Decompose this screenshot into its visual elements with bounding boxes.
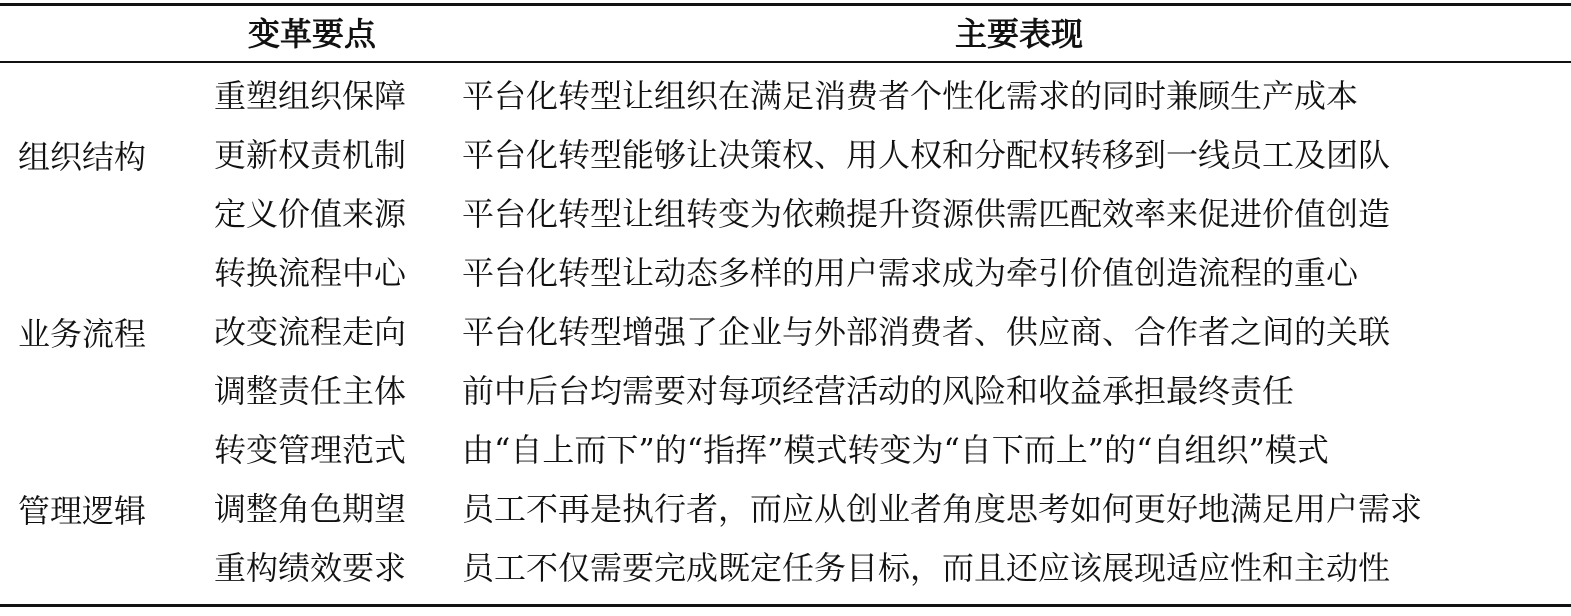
table-row xyxy=(0,540,1571,599)
row-key-point: 更新权责机制 xyxy=(214,136,407,174)
row-description: 平台化转型让组转变为依赖提升资源供需匹配效率来促进价值创造 xyxy=(462,195,1391,233)
table-top-rule xyxy=(0,3,1571,6)
table-row xyxy=(0,481,1571,540)
row-description: 由“自上而下”的“指挥”模式转变为“自下而上”的“自组织”模式 xyxy=(462,431,1329,469)
row-key-point: 定义价值来源 xyxy=(214,195,407,233)
row-key-point: 调整责任主体 xyxy=(214,372,407,410)
row-description: 平台化转型能够让决策权、用人权和分配权转移到一线员工及团队 xyxy=(462,136,1391,174)
header-rule xyxy=(0,61,1571,63)
column-header-key-points: 变革要点 xyxy=(248,15,377,53)
row-key-point: 调整角色期望 xyxy=(214,490,407,528)
row-description: 平台化转型让动态多样的用户需求成为牵引价值创造流程的重心 xyxy=(462,254,1359,292)
table-row xyxy=(0,422,1571,481)
table-row xyxy=(0,304,1571,363)
row-description: 前中后台均需要对每项经营活动的风险和收益承担最终责任 xyxy=(462,372,1295,410)
table-row xyxy=(0,363,1571,422)
row-key-point: 重塑组织保障 xyxy=(214,77,407,115)
row-key-point: 转变管理范式 xyxy=(214,431,407,469)
table-row xyxy=(0,127,1571,186)
table-row xyxy=(0,186,1571,245)
row-description: 平台化转型让组织在满足消费者个性化需求的同时兼顾生产成本 xyxy=(462,77,1359,115)
group-label-business-process: 业务流程 xyxy=(18,315,147,353)
row-key-point: 转换流程中心 xyxy=(214,254,407,292)
row-key-point: 改变流程走向 xyxy=(214,313,407,351)
row-description: 平台化转型增强了企业与外部消费者、供应商、合作者之间的关联 xyxy=(462,313,1391,351)
row-description: 员工不再是执行者，而应从创业者角度思考如何更好地满足用户需求 xyxy=(462,490,1423,528)
group-label-organization-structure: 组织结构 xyxy=(18,138,147,176)
table-bottom-rule xyxy=(0,604,1571,607)
row-key-point: 重构绩效要求 xyxy=(214,549,407,587)
column-header-main-manifestations: 主要表现 xyxy=(955,15,1084,53)
table-row xyxy=(0,245,1571,304)
table-row xyxy=(0,68,1571,127)
row-description: 员工不仅需要完成既定任务目标，而且还应该展现适应性和主动性 xyxy=(462,549,1391,587)
group-label-management-logic: 管理逻辑 xyxy=(18,492,147,530)
